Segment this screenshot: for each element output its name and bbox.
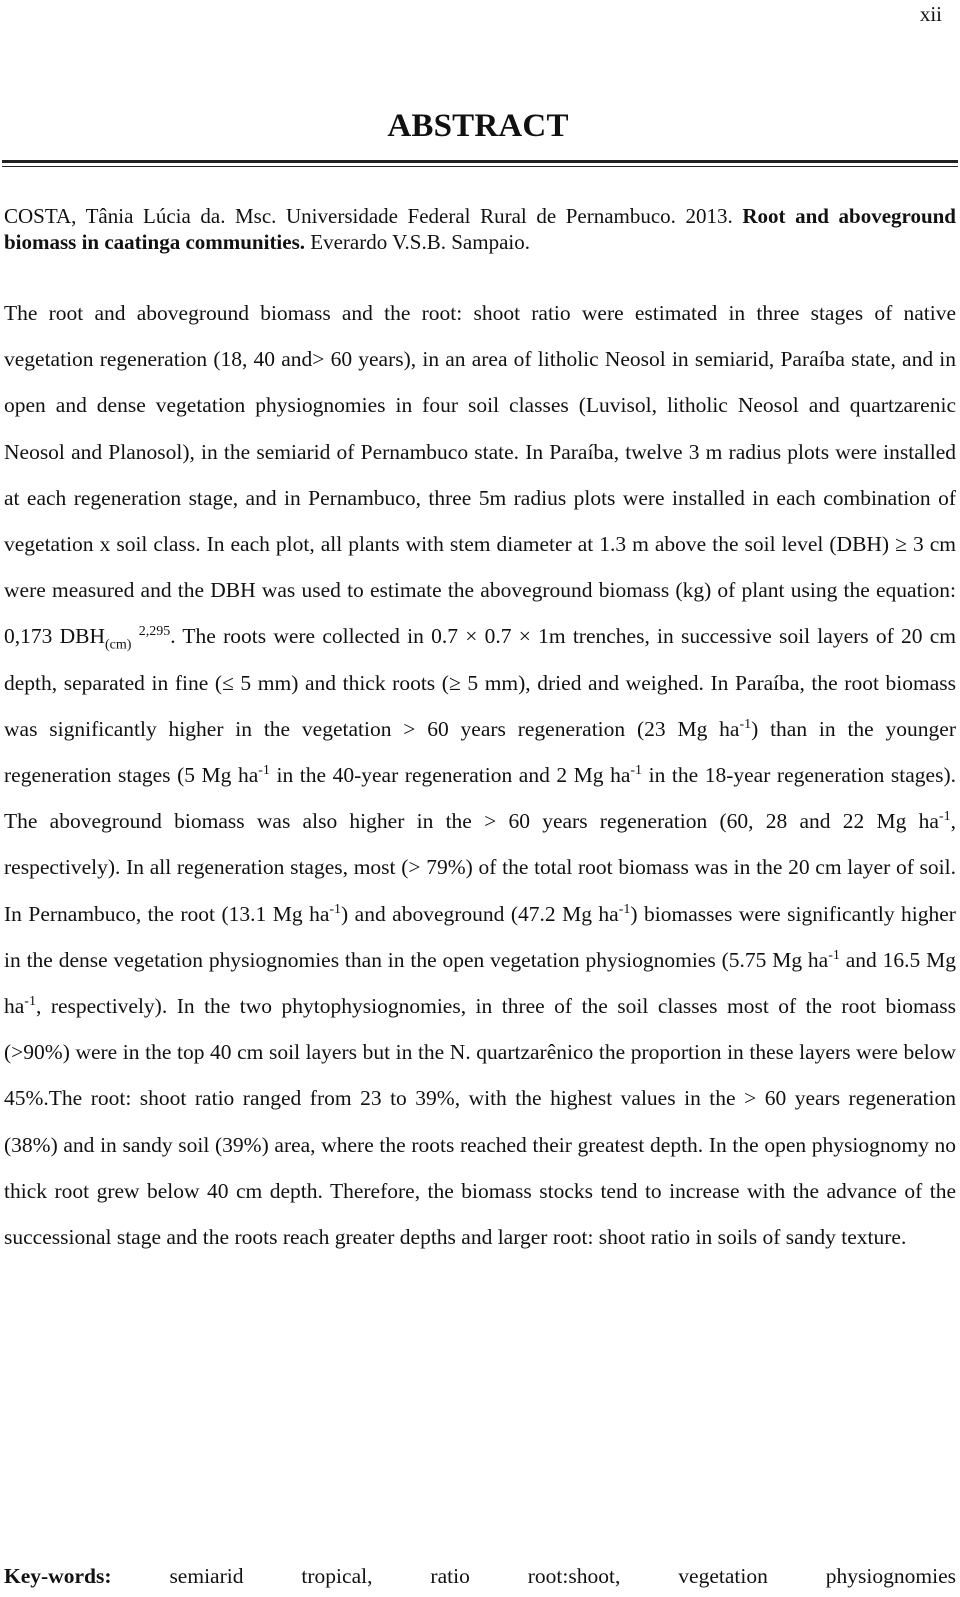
superscript: -1 <box>258 762 270 778</box>
abstract-body <box>4 290 956 1260</box>
abstract-text: , respectively). In all regeneration stages, most (> 79%) of the total root biomass was in the 20 cm layer of soil. In Pernambuco, the root (13.1 Mg ha <box>4 809 956 926</box>
math-symbol: ≥ <box>895 532 907 557</box>
abstract-text: . The roots were collected in 0.7 <box>170 624 466 649</box>
abstract-text: , respectively). In the two phytophysiognomies, in three of the soil classes most of the root biomass (>90%) were in the top 40 cm soil layers but in the N. quartzarênico the proportion in these layers were below 45%.The root: shoot ratio ranged from 23 to 39%, with the highest values in the > 60 years regeneration (38%) and in sandy soil (39%) area, where the roots reached their greatest depth. In the open physiognomy no thick root grew below 40 cm depth. Therefore, the biomass stocks tend to increase with the advance of the successional stage and the roots reach greater depths and larger root: shoot ratio in soils of sandy texture. <box>4 994 956 1250</box>
keywords-text: semiarid tropical, ratio root:shoot, vegetation physiognomies <box>111 1564 956 1588</box>
math-symbol: ≥ <box>448 670 461 695</box>
math-symbol: ≤ <box>222 670 234 695</box>
abstract-text: 5 mm) and thick roots ( <box>233 670 449 695</box>
citation <box>4 203 956 255</box>
superscript: -1 <box>739 716 752 732</box>
abstract-text: 5 mm), dried and weighed. In Paraíba, the root biomass was significantly higher in the vegetation > 60 years regeneration (23 Mg ha <box>4 670 956 741</box>
abstract-text: 1m trenches, in successive soil layers of 20 cm depth, separated in fine ( <box>4 624 957 695</box>
citation-title: Root and aboveground biomass in caatinga communities. <box>4 204 956 254</box>
abstract-text: in the 40-year regeneration and 2 Mg ha <box>269 763 631 788</box>
math-symbol: × <box>465 624 478 649</box>
abstract-text: ) than in the younger regeneration stages (5 Mg ha <box>4 716 956 788</box>
abstract-text: and 16.5 Mg ha <box>4 947 956 1019</box>
page-number: xii <box>919 2 942 26</box>
abstract-text: 3 cm were measured and the DBH was used to estimate the aboveground biomass (kg) of plant using the equation: 0,173 DBH <box>4 532 956 649</box>
abstract-text: The root and aboveground biomass and the root: shoot ratio were estimated in three stages of native vegetation regeneration (18, 40 and> 60 years), in an area of litholic Neosol in semiarid, Paraíba state, and in open and dense vegetation physiognomies in four soil classes (Luvisol, litholic Neosol and quartzarenic Neosol and Planosol), in the semiarid of Pernambuco state. In Paraíba, twelve 3 m radius plots were installed at each regeneration stage, and in Pernambuco, three 5m radius plots were installed in each combination of vegetation x soil class. In each plot, all plants with stem diameter at 1.3 m above the soil level (DBH) <box>4 301 956 557</box>
abstract-text: in the 18-year regeneration stages). The aboveground biomass was also higher in the > 60 years regeneration (60, 28 and 22 Mg ha <box>4 763 956 834</box>
citation-advisor: Everardo V.S.B. Sampaio. <box>305 230 530 254</box>
keywords <box>4 1562 956 1590</box>
abstract-text: 0.7 <box>477 624 519 649</box>
superscript: -1 <box>828 947 840 963</box>
superscript: -1 <box>24 993 36 1009</box>
subscript: (cm) <box>105 637 132 653</box>
abstract-text: ) biomasses were significantly higher in the dense vegetation physiognomies than in the open vegetation physiognomies (5.75 Mg ha <box>4 901 956 972</box>
superscript: -1 <box>938 809 951 825</box>
abstract-text: ) and aboveground (47.2 Mg ha <box>341 901 619 926</box>
superscript: -1 <box>618 901 631 917</box>
title-divider <box>2 160 958 167</box>
superscript: -1 <box>630 762 643 778</box>
math-symbol: × <box>518 624 531 649</box>
keywords-label: Key-words: <box>4 1564 112 1588</box>
page-title: ABSTRACT <box>387 108 569 144</box>
superscript: -1 <box>329 901 342 917</box>
citation-author: COSTA, Tânia Lúcia da. Msc. Universidade Federal Rural de Pernambuco. 2013. <box>4 204 743 228</box>
superscript: 2,295 <box>138 624 171 640</box>
